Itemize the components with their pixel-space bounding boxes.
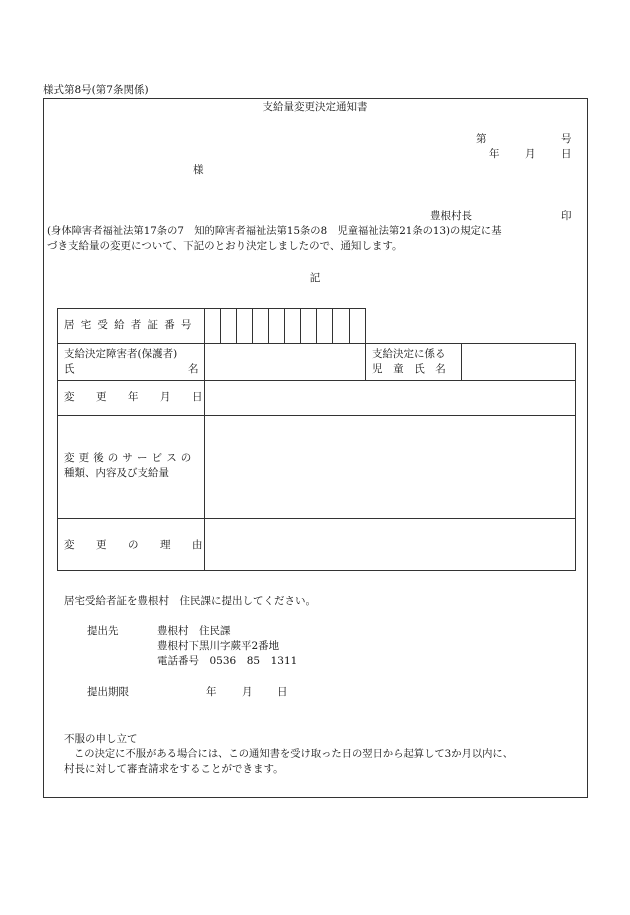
appeal-line-2: 村長に対して審査請求をすることができます。	[64, 763, 284, 775]
number-prefix: 第	[476, 133, 487, 145]
appeal-line-1: この決定に不服がある場合には、この通知書を受け取った日の翌日から起算して3か月以内に、	[74, 748, 514, 760]
service-label-2: 種類、内容及び支給量	[64, 467, 169, 479]
issuer-seal: 印	[561, 210, 572, 222]
deadline-day: 日	[277, 686, 288, 698]
number-suffix: 号	[561, 133, 572, 145]
beneficiary-name-label-2: 名	[188, 363, 199, 375]
date-month: 月	[525, 148, 536, 160]
date-year: 年	[489, 148, 500, 160]
body-line-2: づき支給量の変更について、下記のとおり決定しましたので、通知します。	[47, 240, 403, 252]
form-number: 様式第8号(第7条関係)	[43, 84, 149, 96]
child-name-label: 児童氏名	[372, 363, 457, 375]
child-label: 支給決定に係る	[372, 348, 446, 360]
deadline-month: 月	[242, 686, 253, 698]
beneficiary-name-label-1: 氏	[64, 363, 75, 375]
service-label-1: 変更後のサービスの	[64, 452, 196, 464]
date-day: 日	[561, 148, 572, 160]
issuer-name: 豊根村長	[430, 210, 472, 222]
beneficiary-label: 支給決定障害者(保護者)	[64, 348, 178, 360]
deadline-year: 年	[206, 686, 217, 698]
dest-phone: 電話番号 0536 85 1311	[157, 655, 298, 667]
document-title: 支給量変更決定通知書	[262, 101, 368, 113]
change-date-label: 変更年月日	[64, 391, 224, 403]
addressee-suffix: 様	[193, 164, 204, 176]
reason-label: 変更の理由	[64, 539, 224, 551]
submission-instruction: 居宅受給者証を豊根村 住民課に提出してください。	[64, 595, 316, 607]
recipient-id-label: 居宅受給者証番号	[64, 319, 198, 331]
ki-mark: 記	[309, 272, 321, 284]
appeal-heading: 不服の申し立て	[64, 733, 138, 745]
deadline-label: 提出期限	[87, 686, 129, 698]
dest-name: 豊根村 住民課	[157, 625, 231, 637]
dest-address: 豊根村下黒川字蕨平2番地	[157, 640, 280, 652]
body-line-1: (身体障害者福祉法第17条の7 知的障害者福祉法第15条の8 児童福祉法第21条の13)の規定に基	[47, 225, 502, 237]
dest-label: 提出先	[87, 625, 119, 637]
